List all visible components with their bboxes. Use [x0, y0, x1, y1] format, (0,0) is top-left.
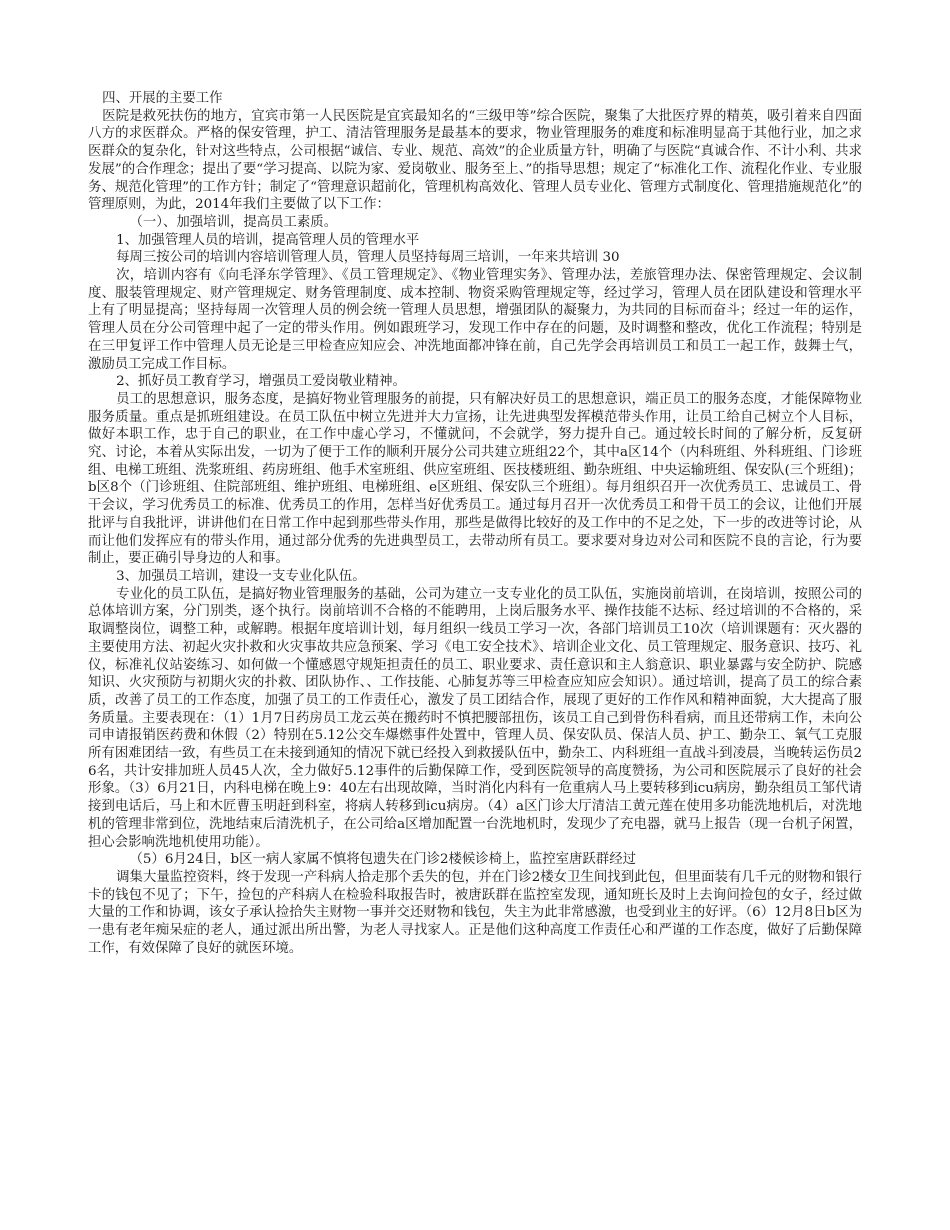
- item-heading-1: 1、加强管理人员的培训，提高管理人员的管理水平: [116, 232, 420, 248]
- subsection-heading-1: （一）、加强培训，提高员工素质。: [129, 214, 338, 230]
- paragraph-training-1a: 每周三按公司的培训内容培训管理人员，管理人员坚持每周三培训，一年来共培训 30: [116, 250, 620, 266]
- section-heading: 四、开展的主要工作: [102, 91, 223, 106]
- item-heading-2: 2、抓好员工教育学习，增强员工爱岗敬业精神。: [116, 374, 406, 390]
- paragraph-example-5: （5）6月24日，b区一病人家属不慎将包遗失在门诊2楼候诊椅上，监控室唐跃群经过: [129, 852, 636, 868]
- paragraph-professional-team: 专业化的员工队伍，是搞好物业管理服务的基础，公司为建立一支专业化的员工队伍，实施岗前培训，在岗培训，按照公司的总体培训方案，分门别类，逐个执行。岗前培训不合格的不能聘用，上岗后服务水平、操作技能不达标、经过培训的不合格的，采取调整岗位，调整工种，或解聘。根据年度培训计划，每月组织一线员工学习一次，各部门培训员工10次（培训课题有：灭火器的主要使用方法、初起火灾扑救和火灾事故共应急预案、学习《电工安全技术》、培训企业文化、员工管理规定、服务意识、技巧、礼仪，标准礼仪站姿练习、如何做一个懂感恩守规矩担责任的员工、职业要求、责任意识和主人翁意识、职业暴露与安全防护、院感知识、火灾预防与初期火灾的扑救、团队协作、、工作技能、心肺复苏等三甲检查应知应会知识）。通过培训，提高了员工的综合素质，改善了员工的工作态度，加强了员工的工作责任心，激发了员工团结合作，展现了更好的工作作风和精神面貌，大大提高了服务质量。主要表现在：（1）1月7日药房员工龙云英在搬药时不慎把腰部扭伤，该员工自己到骨伤科看病，而且还带病工作，未向公司申请报销医药费和休假（2）特别在5.12公交车爆燃事件处置中，管理人员、保安队员、保洁人员、护工、勤杂工、氧气工克服所有困难团结一致，有些员工在未接到通知的情况下就已经投入到救援队伍中，勤杂工、内科班组一直战斗到凌晨，当晚转运伤员26名，共计安排加班人员45人次，全力做好5.12事件的后勤保障工作，受到医院领导的高度赞扬，为公司和医院展示了良好的社会形象。（3）6月21日，内科电梯在晚上9：40左右出现故障，当时消化内科有一危重病人马上要转移到icu病房，勤杂组员工邹代请接到电话后，马上和木匠曹玉明赶到科室，将病人转移到icu病房。（4）a区门诊大厅清洁工黄元莲在使用多功能洗地机后，对洗地机的管理非常到位，洗地结束后清洗机子，在公司给a区增加配置一台洗地机时，发现少了充电器，就马上报告（现一台机子闲置，担心会影响洗地机使用功能）。: [88, 586, 862, 850]
- paragraph-training-1b: 次，培训内容有《向毛泽东学管理》、《员工管理规定》、《物业管理实务》、管理办法，差旅管理办法、保密管理规定、会议制度、服装管理规定、财产管理规定、财务管理制度、成本控制、物资采购管理规定等，经过学习，管理人员在团队建设和管理水平上有了明显提高；坚持每周一次管理人员的例会统一管理人员思想，增强团队的凝聚力，为共同的目标而奋斗；经过一年的运作，管理人员在分公司管理中起了一定的带头作用。例如跟班学习，发现工作中存在的问题，及时调整和整改，优化工作流程；特别是在三甲复评工作中管理人员无论是三甲检查应知应会、冲洗地面都冲锋在前，自己先学会再培训员工和员工一起工作，鼓舞士气，激励员工完成工作目标。: [88, 268, 862, 372]
- intro-paragraph: 医院是救死扶伤的地方，宜宾市第一人民医院是宜宾最知名的“三级甲等”综合医院，聚集了大批医疗界的精英，吸引着来自四面八方的求医群众。严格的保安管理，护工、清洁管理服务是最基本的要求，物业管理服务的难度和标准明显高于其他行业，加之求医群众的复杂化，针对这些特点，公司根据“诚信、专业、规范、高效”的企业质量方针，明确了与医院“真诚合作、不计小利、共求发展”的合作理念；提出了要“学习提高、以院为家、爱岗敬业、服务至上、”的指导思想；规定了“标准化工作、流程化作业、专业服务、规范化管理”的工作方针；制定了“管理意识超前化，管理机构高效化、管理人员专业化、管理方式制度化、管理措施规范化”的管理原则，为此，2014年我们主要做了以下工作：: [88, 108, 862, 213]
- paragraph-example-5-cont: 调集大量监控资料，终于发现一产科病人拾走那个丢失的包，并在门诊2楼女卫生间找到此包，但里面装有几千元的财物和银行卡的钱包不见了；下午，捡包的产科病人在检验科取报告时，被唐跃群在监控室发现，通知班长及时上去询问捡包的女子，经过做大量的工作和协调，该女子承认捡拾失主财物一事并交还财物和钱包，失主为此非常感激，也受到业主的好评。（6）12月8日b区为一患有老年痴呆症的老人，通过派出所出警，为老人寻找家人。正是他们这种高度工作责任心和严谨的工作态度，做好了后勤保障工作，有效保障了良好的就医环境。: [88, 869, 862, 956]
- paragraph-education: 员工的思想意识，服务态度，是搞好物业管理服务的前提，只有解决好员工的思想意识，端正员工的服务态度，才能保障物业服务质量。重点是抓班组建设。在员工队伍中树立先进并大力宣扬，让先进典型发挥模范带头作用，让员工给自己树立个人目标，做好本职工作，忠于自己的职业，在工作中虚心学习，不懂就问，不会就学，努力提升自己。通过较长时间的了解分析，反复研究、讨论，本着从实际出发，一切为了便于工作的顺利开展分公司共建立班组22个，其中a区14个（内科班组、外科班组、门诊班组、电梯工班组、洗浆班组、药房班组、他手术室班组、供应室班组、医技楼班组、勤杂班组、中央运输班组、保安队(三个班组)；b区8个（门诊班组、住院部班组、维护班组、电梯班组、e区班组、保安队三个班组）。每月组织召开一次优秀员工、忠诚员工、骨干会议，学习优秀员工的标准、优秀员工的作用，怎样当好优秀员工。通过每月召开一次优秀员工和骨干员工的会议，让他们开展批评与自我批评，讲讲他们在日常工作中起到那些带头作用，那些是做得比较好的及工作中的不足之处，下一步的改进等讨论，从而让他们发挥应有的带头作用，通过部分优秀的先进典型员工，去带动所有员工。要求要对身边对公司和医院不良的言论，行为要制止，要正确引导身边的人和事。: [88, 391, 862, 567]
- item-heading-3: 3、加强员工培训，建设一支专业化队伍。: [116, 568, 366, 584]
